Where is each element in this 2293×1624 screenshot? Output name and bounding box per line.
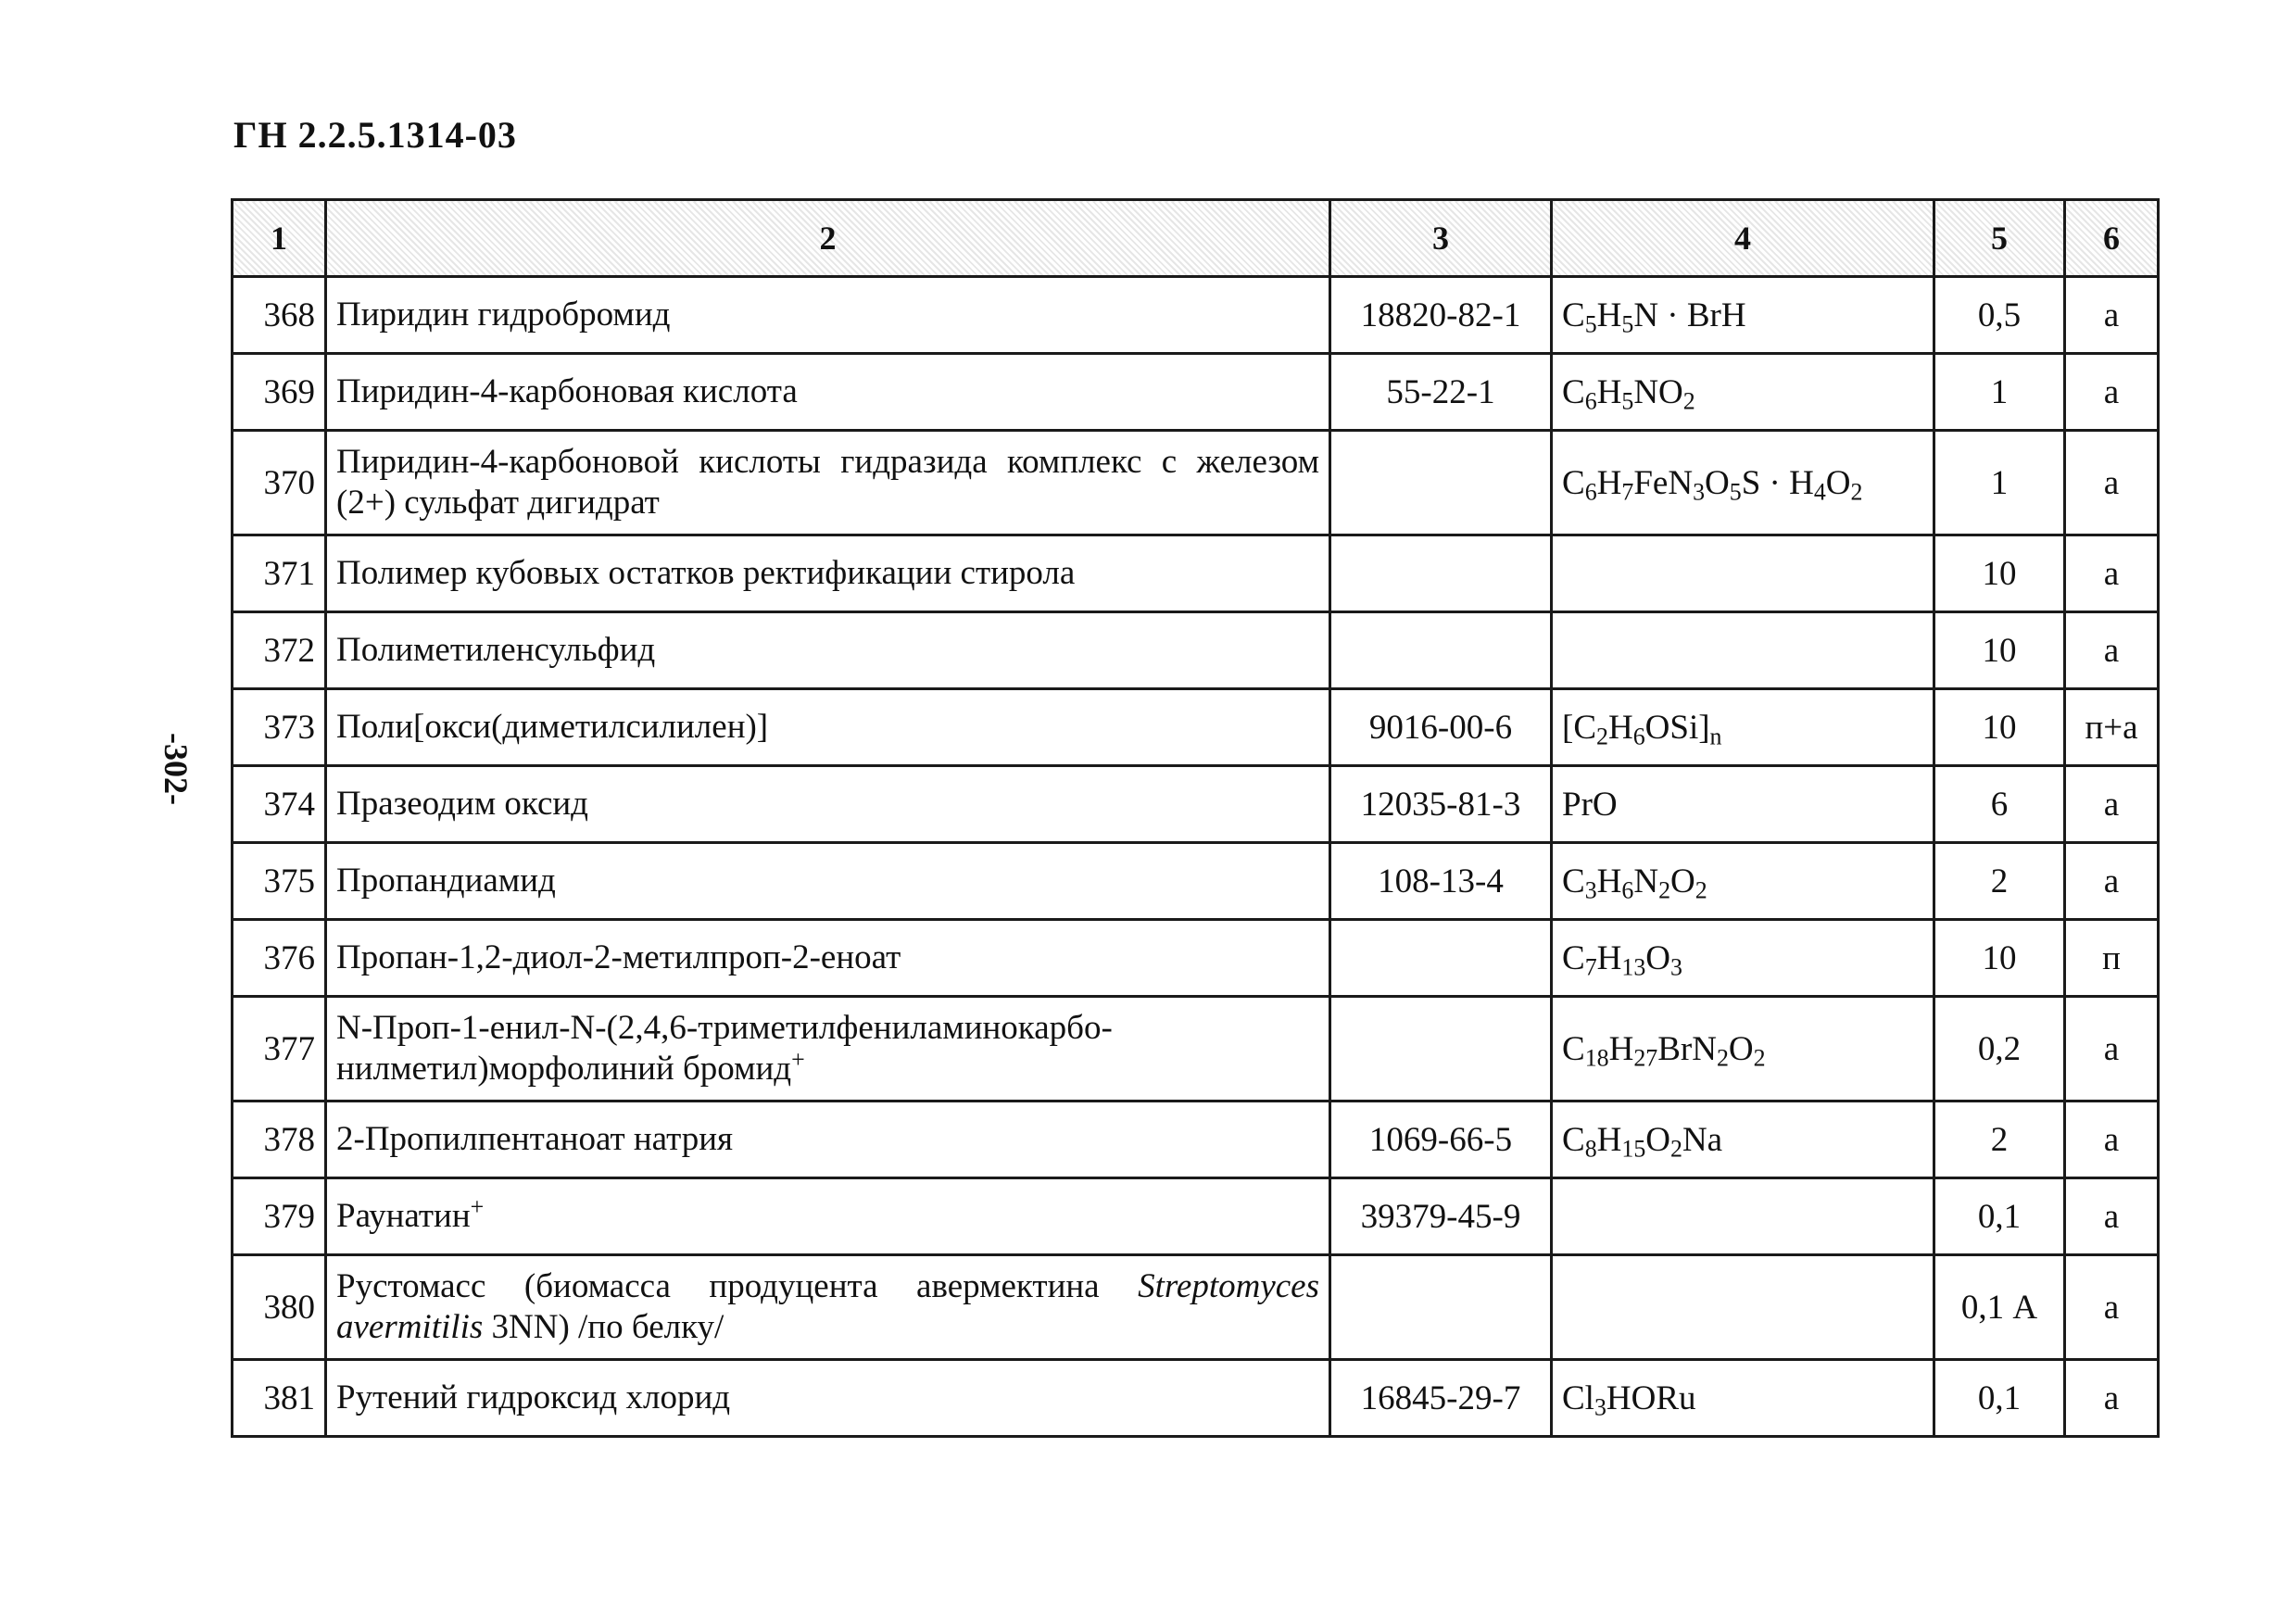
cell-cas-number: 1069-66-5 [1330, 1102, 1552, 1178]
cell-cas-number: 55-22-1 [1330, 354, 1552, 431]
table-row [233, 1102, 2159, 1178]
cell-cas-number [1330, 612, 1552, 689]
table-row [233, 1255, 2159, 1360]
cell-formula: PrO [1552, 766, 1934, 843]
cell-substance-name: Пиридин гидробромид [326, 277, 1330, 354]
cell-formula [1552, 612, 1934, 689]
col-header-2: 2 [326, 200, 1330, 277]
cell-cas-number: 9016-00-6 [1330, 689, 1552, 766]
cell-number: 371 [233, 535, 326, 612]
cell-cas-number: 39379-45-9 [1330, 1178, 1552, 1255]
cell-class: а [2065, 1255, 2159, 1360]
table-row [233, 535, 2159, 612]
cell-substance-name: Поли[окси(диметилсилилен)] [326, 689, 1330, 766]
cell-substance-name: Пропан-1,2-диол-2-метилпроп-2-еноат [326, 920, 1330, 997]
substances-table [231, 198, 2160, 1438]
cell-formula [1552, 535, 1934, 612]
table-row [233, 843, 2159, 920]
cell-formula: $Cl_3HORu$ [1552, 1360, 1934, 1437]
cell-value: 10 [1934, 535, 2065, 612]
cell-cas-number [1330, 920, 1552, 997]
table-row [233, 431, 2159, 535]
table-row [233, 920, 2159, 997]
cell-number: 376 [233, 920, 326, 997]
cell-value: 2 [1934, 1102, 2065, 1178]
cell-substance-name: Рустомасс (биомасса продуцента авермектина Streptomyces avermitilis 3NN) /по белку/ [326, 1255, 1330, 1360]
cell-value: 0,1 [1934, 1360, 2065, 1437]
cell-class: а [2065, 431, 2159, 535]
cell-number: 380 [233, 1255, 326, 1360]
page-number: -302- [157, 733, 195, 805]
cell-cas-number: 12035-81-3 [1330, 766, 1552, 843]
cell-cas-number [1330, 997, 1552, 1102]
cell-class: а [2065, 1360, 2159, 1437]
cell-class: а [2065, 997, 2159, 1102]
cell-substance-name: Празеодим оксид [326, 766, 1330, 843]
cell-cas-number [1330, 431, 1552, 535]
cell-formula: $C_8H_{15}O_2Na$ [1552, 1102, 1934, 1178]
cell-number: 373 [233, 689, 326, 766]
table-row [233, 689, 2159, 766]
cell-value: 0,1 [1934, 1178, 2065, 1255]
table-row [233, 1178, 2159, 1255]
cell-formula: $C_7H_{13}O_3$ [1552, 920, 1934, 997]
cell-value: 10 [1934, 689, 2065, 766]
col-header-5: 5 [1934, 200, 2065, 277]
cell-number: 378 [233, 1102, 326, 1178]
col-header-4: 4 [1552, 200, 1934, 277]
table-header-row [233, 200, 2159, 277]
cell-formula: $C_6H_7FeN_3O_5S \cdot H_4O_2$ [1552, 431, 1934, 535]
col-header-6: 6 [2065, 200, 2159, 277]
cell-number: 379 [233, 1178, 326, 1255]
cell-substance-name: Полимер кубовых остатков ректификации стирола [326, 535, 1330, 612]
cell-substance-name: Пиридин-4-карбоновой кислоты гидразида комплекс с железом (2+) сульфат дигидрат [326, 431, 1330, 535]
cell-substance-name: Полиметиленсульфид [326, 612, 1330, 689]
cell-class: а [2065, 843, 2159, 920]
cell-cas-number [1330, 535, 1552, 612]
cell-cas-number: 16845-29-7 [1330, 1360, 1552, 1437]
cell-value: 1 [1934, 354, 2065, 431]
cell-number: 368 [233, 277, 326, 354]
cell-number: 375 [233, 843, 326, 920]
cell-class: п [2065, 920, 2159, 997]
cell-value: 10 [1934, 612, 2065, 689]
cell-number: 381 [233, 1360, 326, 1437]
cell-value: 0,5 [1934, 277, 2065, 354]
cell-value: 0,2 [1934, 997, 2065, 1102]
cell-number: 369 [233, 354, 326, 431]
table-body [233, 277, 2159, 1437]
table-row [233, 997, 2159, 1102]
cell-class: а [2065, 277, 2159, 354]
cell-class: а [2065, 1102, 2159, 1178]
table-row [233, 277, 2159, 354]
cell-formula: $C_{18}H_{27}BrN_2O_2$ [1552, 997, 1934, 1102]
cell-class: а [2065, 1178, 2159, 1255]
cell-class: а [2065, 354, 2159, 431]
cell-value: 1 [1934, 431, 2065, 535]
cell-substance-name: N-Проп-1-енил-N-(2,4,6-триметилфениламинокарбо-нилметил)морфолиний бромид+ [326, 997, 1330, 1102]
cell-number: 377 [233, 997, 326, 1102]
cell-formula [1552, 1178, 1934, 1255]
cell-number: 372 [233, 612, 326, 689]
cell-formula: $C_5H_5N$ · BrH [1552, 277, 1934, 354]
table-row [233, 1360, 2159, 1437]
cell-value: 0,1 А [1934, 1255, 2065, 1360]
col-header-3: 3 [1330, 200, 1552, 277]
cell-number: 374 [233, 766, 326, 843]
cell-formula: $C_6H_5NO_2$ [1552, 354, 1934, 431]
cell-class: п+а [2065, 689, 2159, 766]
cell-substance-name: Пиридин-4-карбоновая кислота [326, 354, 1330, 431]
cell-class: а [2065, 612, 2159, 689]
cell-substance-name: Пропандиамид [326, 843, 1330, 920]
cell-class: а [2065, 535, 2159, 612]
table-row [233, 354, 2159, 431]
table-row [233, 766, 2159, 843]
cell-value: 6 [1934, 766, 2065, 843]
cell-class: а [2065, 766, 2159, 843]
cell-substance-name: 2-Пропилпентаноат натрия [326, 1102, 1330, 1178]
cell-substance-name: Раунатин+ [326, 1178, 1330, 1255]
cell-substance-name: Рутений гидроксид хлорид [326, 1360, 1330, 1437]
cell-cas-number: 18820-82-1 [1330, 277, 1552, 354]
cell-formula [1552, 1255, 1934, 1360]
cell-formula: $C_3H_6N_2O_2$ [1552, 843, 1934, 920]
cell-value: 2 [1934, 843, 2065, 920]
col-header-1: 1 [233, 200, 326, 277]
cell-cas-number [1330, 1255, 1552, 1360]
table-row [233, 612, 2159, 689]
document-header: ГН 2.2.5.1314-03 [233, 114, 517, 156]
cell-cas-number: 108-13-4 [1330, 843, 1552, 920]
cell-formula: $[C_2H_6OSi]_n$ [1552, 689, 1934, 766]
cell-number: 370 [233, 431, 326, 535]
cell-value: 10 [1934, 920, 2065, 997]
